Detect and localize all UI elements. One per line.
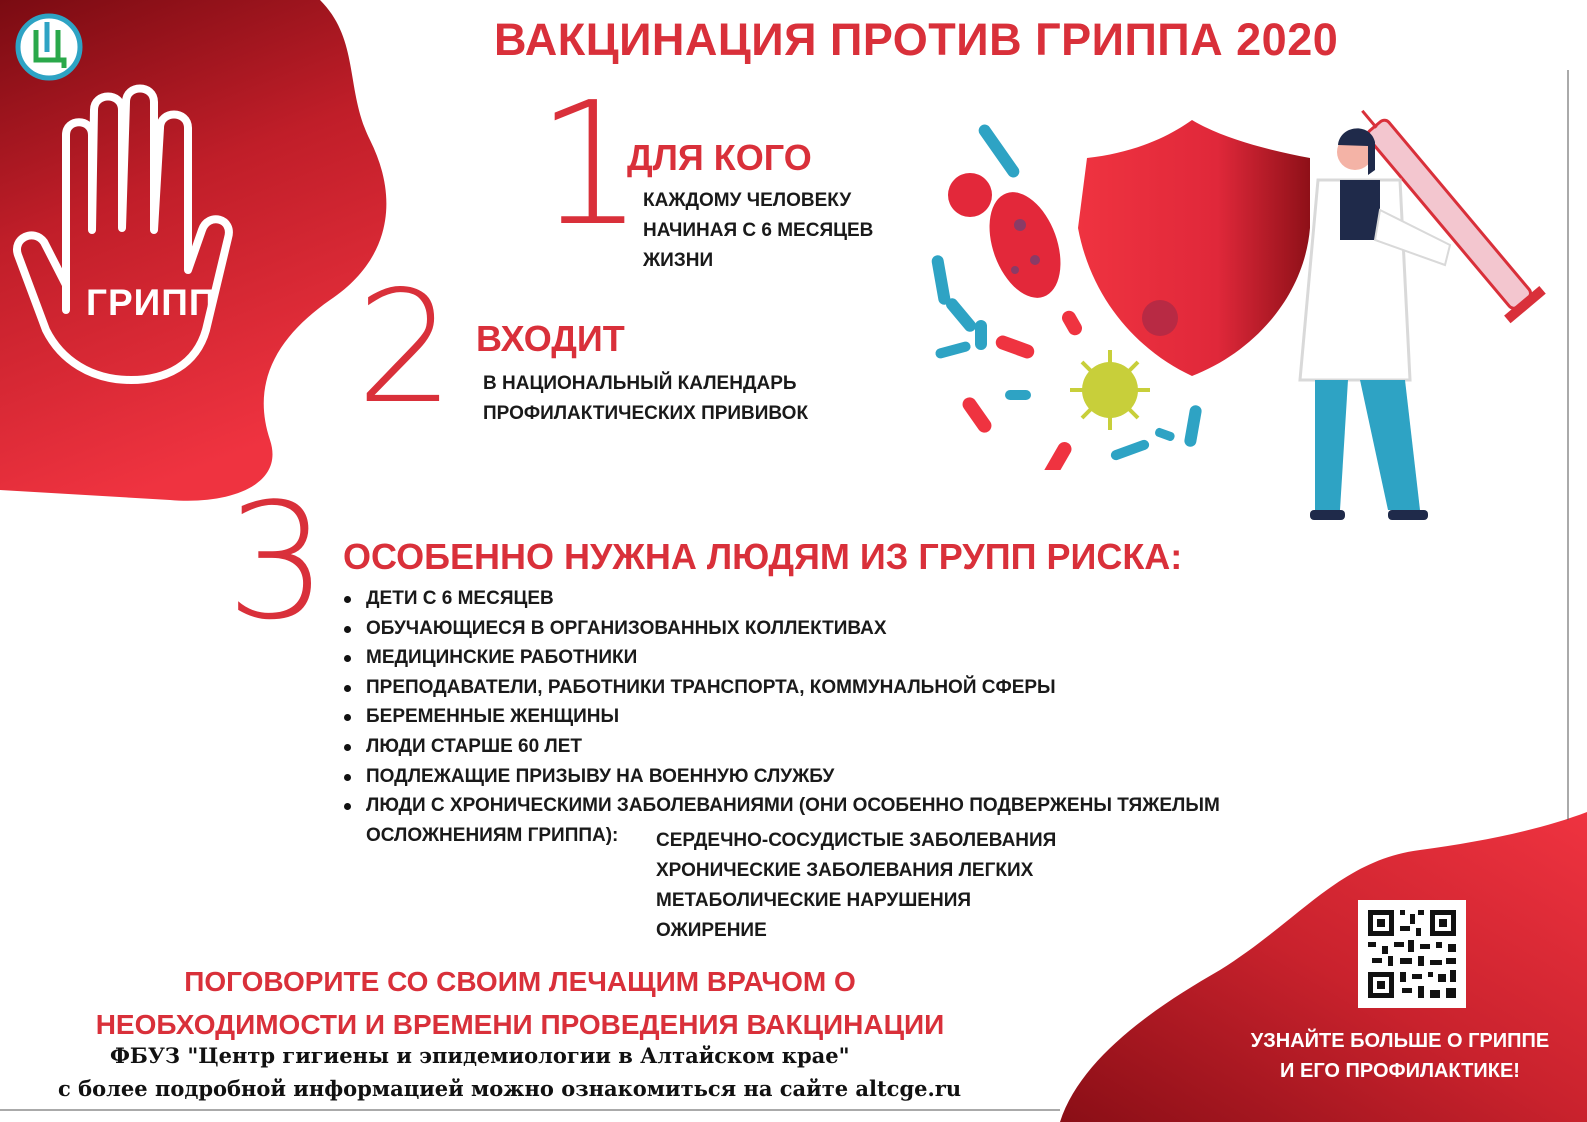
list-item — [342, 732, 1220, 762]
learn-line: И ЕГО ПРОФИЛАКТИКЕ! — [1280, 1060, 1520, 1082]
list-item-text: ПОДЛЕЖАЩИЕ ПРИЗЫВУ НА ВОЕННУЮ СЛУЖБУ — [366, 765, 835, 787]
talk-line: ПОГОВОРИТЕ СО СВОИМ ЛЕЧАЩИМ ВРАЧОМ О — [184, 966, 856, 997]
disease-item: ХРОНИЧЕСКИЕ ЗАБОЛЕВАНИЯ ЛЕГКИХ — [656, 860, 1034, 881]
organization-name: ФБУЗ "Центр гигиены и эпидемиологии в Алтайском крае" — [110, 1043, 850, 1068]
hand-icon — [6, 80, 246, 390]
list-item — [342, 584, 1220, 614]
list-item-text: ЛЮДИ СТАРШЕ 60 ЛЕТ — [366, 735, 583, 757]
talk-line: НЕОБХОДИМОСТИ И ВРЕМЕНИ ПРОВЕДЕНИЯ ВАКЦИНАЦИИ — [95, 1009, 945, 1040]
section-2-line: В НАЦИОНАЛЬНЫЙ КАЛЕНДАРЬ — [483, 373, 797, 394]
section-1-line: ЖИЗНИ — [643, 250, 714, 271]
list-item — [342, 762, 1220, 792]
disease-item: МЕТАБОЛИЧЕСКИЕ НАРУШЕНИЯ — [656, 890, 972, 911]
list-item-text: ОСЛОЖНЕНИЯМ ГРИППА): — [366, 824, 619, 846]
chronic-diseases-list — [656, 826, 1056, 946]
bullet-icon — [344, 596, 351, 603]
doctor-illustration — [1270, 80, 1570, 530]
bullet-icon — [344, 774, 351, 781]
disease-item: СЕРДЕЧНО-СОСУДИСТЫЕ ЗАБОЛЕВАНИЯ — [656, 830, 1057, 851]
list-item — [342, 643, 1220, 673]
section-1-line: КАЖДОМУ ЧЕЛОВЕКУ — [643, 190, 852, 211]
section-heading-2: ВХОДИТ — [476, 318, 625, 359]
bullet-icon — [344, 744, 351, 751]
disease-item: ОЖИРЕНИЕ — [656, 920, 767, 941]
section-heading-3: ОСОБЕННО НУЖНА ЛЮДЯМ ИЗ ГРУПП РИСКА: — [343, 536, 1183, 577]
section-text-1 — [643, 186, 873, 276]
hand-label: ГРИПП — [86, 282, 217, 323]
list-item-text: ДЕТИ С 6 МЕСЯЦЕВ — [366, 588, 554, 609]
website-line: с более подробной информацией можно ознакомиться на сайте altcge.ru — [58, 1076, 962, 1101]
bullet-icon — [344, 803, 351, 810]
section-heading-1: ДЛЯ КОГО — [627, 137, 812, 178]
list-item-text: ЛЮДИ С ХРОНИЧЕСКИМИ ЗАБОЛЕВАНИЯМИ (ОНИ ОСОБЕННО ПОДВЕРЖЕНЫ ТЯЖЕЛЫМ — [366, 795, 1220, 817]
list-item-text: МЕДИЦИНСКИЕ РАБОТНИКИ — [366, 647, 638, 669]
qr-code — [1358, 900, 1466, 1008]
bullet-icon — [344, 685, 351, 692]
list-item — [342, 702, 1220, 732]
risk-groups-list — [342, 584, 1220, 850]
list-item-text: ОБУЧАЮЩИЕСЯ В ОРГАНИЗОВАННЫХ КОЛЛЕКТИВАХ — [366, 617, 887, 639]
learn-line: УЗНАЙТЕ БОЛЬШЕ О ГРИППЕ — [1250, 1030, 1550, 1052]
page-title: ВАКЦИНАЦИЯ ПРОТИВ ГРИППА 2020 — [494, 14, 1339, 65]
bullet-icon — [344, 714, 351, 721]
section-number-2: 2 — [356, 257, 455, 438]
section-2-line: ПРОФИЛАКТИЧЕСКИХ ПРИВИВОК — [483, 403, 809, 424]
list-item — [342, 614, 1220, 644]
list-item-text: ПРЕПОДАВАТЕЛИ, РАБОТНИКИ ТРАНСПОРТА, КОММУНАЛЬНОЙ СФЕРЫ — [366, 676, 1056, 698]
talk-to-doctor-text — [40, 960, 1000, 1046]
learn-more-text — [1230, 1026, 1570, 1086]
section-text-2 — [483, 369, 808, 429]
bullet-icon — [344, 655, 351, 662]
section-number-3: 3 — [226, 468, 328, 655]
list-item — [342, 673, 1220, 703]
logo-icon — [14, 12, 84, 82]
bullet-icon — [344, 626, 351, 633]
section-1-line: НАЧИНАЯ С 6 МЕСЯЦЕВ — [643, 220, 874, 241]
list-item-text: БЕРЕМЕННЫЕ ЖЕНЩИНЫ — [366, 706, 620, 728]
section-number-1: 1 — [536, 66, 645, 264]
list-item — [342, 791, 1220, 821]
